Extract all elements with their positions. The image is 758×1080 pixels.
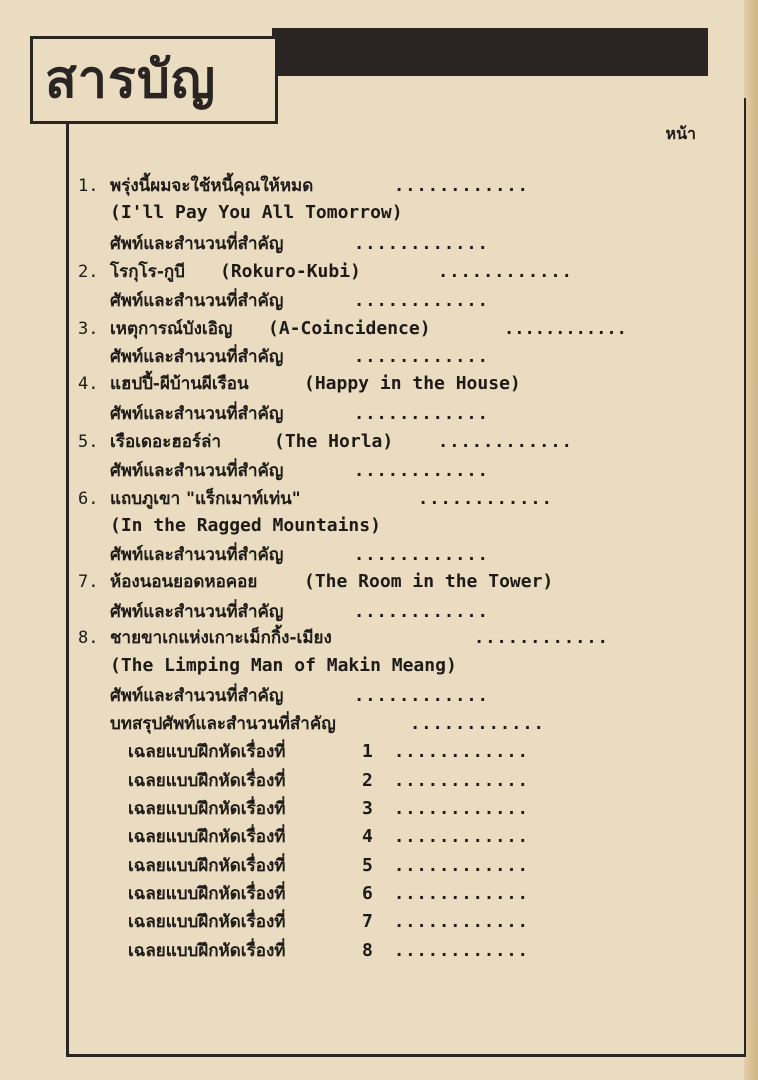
answer-label: เฉลยแบบฝึกหัดเรื่องที่ bbox=[128, 771, 286, 791]
leader-dots: ............ bbox=[474, 628, 609, 648]
entry-number: 7. bbox=[78, 572, 99, 592]
answer-number: 3 bbox=[362, 798, 373, 819]
leader-dots: ............ bbox=[354, 602, 489, 622]
vocab-label: ศัพท์และสำนวนที่สำคัญ bbox=[110, 686, 284, 706]
answer-number: 5 bbox=[362, 855, 373, 876]
toc-vocab-8 bbox=[110, 682, 489, 710]
leader-dots: ............ bbox=[410, 714, 545, 734]
answer-number: 6 bbox=[362, 883, 373, 904]
entry-title-th: แถบภูเขา "แร็กเมาท์เท่น" bbox=[110, 489, 301, 509]
entry-title-en: (I'll Pay You All Tomorrow) bbox=[110, 202, 403, 223]
leader-dots: ............ bbox=[354, 347, 489, 367]
toc-summary bbox=[110, 710, 545, 738]
answer-number: 1 bbox=[362, 741, 373, 762]
leader-dots: ............ bbox=[418, 489, 553, 509]
leader-dots: ............ bbox=[394, 742, 529, 762]
entry-number: 3. bbox=[78, 319, 99, 339]
entry-number: 5. bbox=[78, 432, 99, 452]
leader-dots: ............ bbox=[394, 799, 529, 819]
vocab-label: ศัพท์และสำนวนที่สำคัญ bbox=[110, 545, 284, 565]
vocab-label: ศัพท์และสำนวนที่สำคัญ bbox=[110, 461, 284, 481]
vocab-label: ศัพท์และสำนวนที่สำคัญ bbox=[110, 347, 284, 367]
entry-title-th: เรือเดอะฮอร์ล่า bbox=[110, 432, 222, 452]
toc-answer-1 bbox=[128, 738, 529, 766]
answer-label: เฉลยแบบฝึกหัดเรื่องที่ bbox=[128, 912, 286, 932]
vocab-label: ศัพท์และสำนวนที่สำคัญ bbox=[110, 404, 284, 424]
toc-answer-3 bbox=[128, 795, 529, 823]
leader-dots: ............ bbox=[354, 404, 489, 424]
entry-number: 2. bbox=[78, 262, 99, 282]
answer-label: เฉลยแบบฝึกหัดเรื่องที่ bbox=[128, 827, 286, 847]
leader-dots: ............ bbox=[504, 319, 627, 339]
answer-number: 7 bbox=[362, 911, 373, 932]
answer-number: 8 bbox=[362, 940, 373, 961]
entry-title-en: (In the Ragged Mountains) bbox=[110, 515, 381, 536]
leader-dots: ............ bbox=[394, 856, 529, 876]
toc-vocab-6 bbox=[110, 541, 489, 569]
answer-label: เฉลยแบบฝึกหัดเรื่องที่ bbox=[128, 884, 286, 904]
answer-label: เฉลยแบบฝึกหัดเรื่องที่ bbox=[128, 856, 286, 876]
entry-title-en: (The Limping Man of Makin Meang) bbox=[110, 655, 457, 676]
page-column-label: หน้า bbox=[665, 124, 696, 143]
toc-answer-6 bbox=[128, 880, 529, 908]
answer-label: เฉลยแบบฝึกหัดเรื่องที่ bbox=[128, 941, 286, 961]
entry-title-en: (A-Coincidence) bbox=[268, 318, 431, 339]
entry-title-th: พรุ่งนี้ผมจะใช้หนี้คุณให้หมด bbox=[110, 176, 314, 196]
leader-dots: ............ bbox=[354, 461, 489, 481]
leader-dots: ............ bbox=[394, 176, 529, 196]
toc-entry-1-english bbox=[110, 199, 403, 227]
toc-vocab-2 bbox=[110, 287, 489, 315]
toc-answer-4 bbox=[128, 823, 529, 851]
entry-title-th: แฮปปี้-ผีบ้านผีเรือน bbox=[110, 374, 249, 394]
leader-dots: ............ bbox=[394, 827, 529, 847]
summary-label: บทสรุปศัพท์และสำนวนที่สำคัญ bbox=[110, 714, 336, 734]
entry-number: 1. bbox=[78, 176, 99, 196]
answer-label: เฉลยแบบฝึกหัดเรื่องที่ bbox=[128, 799, 286, 819]
answer-label: เฉลยแบบฝึกหัดเรื่องที่ bbox=[128, 742, 286, 762]
vocab-label: ศัพท์และสำนวนที่สำคัญ bbox=[110, 234, 284, 254]
leader-dots: ............ bbox=[354, 686, 489, 706]
page-edge bbox=[744, 0, 758, 1080]
leader-dots: ............ bbox=[394, 912, 529, 932]
answer-number: 2 bbox=[362, 770, 373, 791]
leader-dots: ............ bbox=[438, 262, 573, 282]
toc-vocab-1 bbox=[110, 230, 489, 258]
leader-dots: ............ bbox=[394, 884, 529, 904]
vocab-label: ศัพท์และสำนวนที่สำคัญ bbox=[110, 291, 284, 311]
title-box bbox=[30, 36, 278, 124]
entry-title-en: (Rokuro-Kubi) bbox=[220, 261, 361, 282]
entry-title-th: เหตุการณ์บังเอิญ bbox=[110, 319, 233, 339]
vocab-label: ศัพท์และสำนวนที่สำคัญ bbox=[110, 602, 284, 622]
entry-title-en: (The Room in the Tower) bbox=[304, 571, 554, 592]
header-bar bbox=[272, 28, 708, 76]
toc-entry-6-english bbox=[110, 512, 381, 540]
entry-title-en: (Happy in the House) bbox=[304, 373, 521, 394]
toc-vocab-5 bbox=[110, 457, 489, 485]
leader-dots: ............ bbox=[354, 291, 489, 311]
leader-dots: ............ bbox=[394, 941, 529, 961]
leader-dots: ............ bbox=[438, 432, 573, 452]
entry-title-th: ห้องนอนยอดหอคอย bbox=[110, 572, 258, 592]
toc-answer-5 bbox=[128, 852, 529, 880]
toc-vocab-3 bbox=[110, 343, 489, 371]
toc-entry-8-english bbox=[110, 652, 457, 680]
entry-number: 6. bbox=[78, 489, 99, 509]
toc-answer-7 bbox=[128, 908, 529, 936]
toc-answer-2 bbox=[128, 767, 529, 795]
leader-dots: ............ bbox=[354, 234, 489, 254]
answer-number: 4 bbox=[362, 826, 373, 847]
entry-title-en: (The Horla) bbox=[274, 431, 394, 452]
entry-title-th: ชายขาเกแห่งเกาะเม็กกิ้ง-เมียง bbox=[110, 628, 332, 648]
entry-number: 8. bbox=[78, 628, 99, 648]
entry-number: 4. bbox=[78, 374, 99, 394]
toc-vocab-7 bbox=[110, 598, 489, 626]
leader-dots: ............ bbox=[354, 545, 489, 565]
toc-vocab-4 bbox=[110, 400, 489, 428]
page-title: สารบัญ bbox=[45, 50, 217, 110]
entry-title-th: โรกุโร-กูบี bbox=[110, 262, 185, 282]
toc-answer-8 bbox=[128, 937, 529, 965]
leader-dots: ............ bbox=[394, 771, 529, 791]
